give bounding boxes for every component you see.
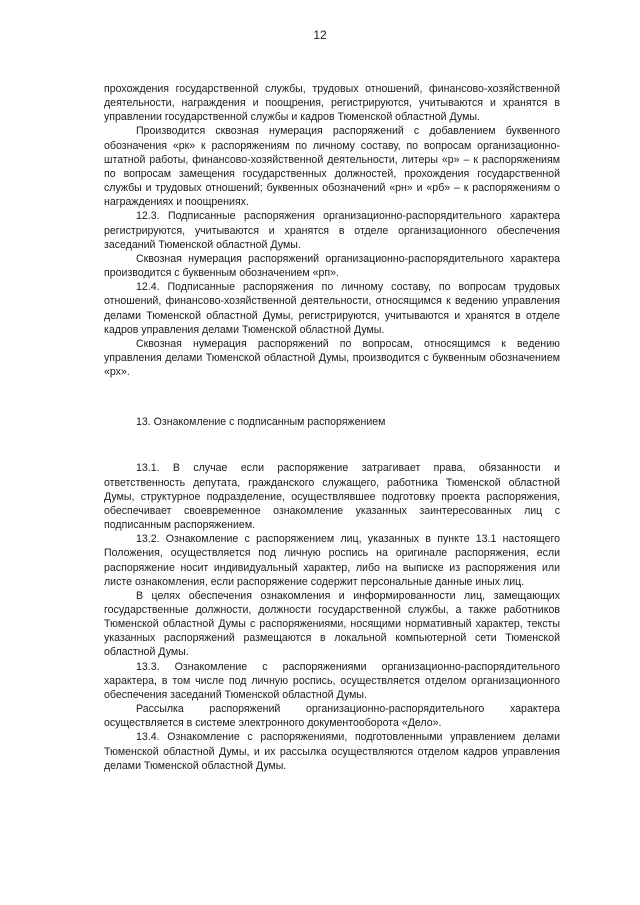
paragraph: 13.2. Ознакомление с распоряжением лиц, указанных в пункте 13.1 настоящего Положения, осуществляется под личную роспись на оригинале распоряжения, если распоряжение носит индивидуальный характер, либо на выписке из распоряжения или листе ознакомления, если распоряжение содержит персональные данные иных лиц. bbox=[104, 533, 560, 588]
section-heading: 13. Ознакомление с подписанным распоряжением bbox=[136, 416, 386, 429]
paragraph: В целях обеспечения ознакомления и информированности лиц, замещающих государственные должности, должности государственной службы, а также работников Тюменской областной Думы с распоряжениями, носящими нормативный характер, тексты указанных распоряжений размещаются в локальной компьютерной сети Тюменской областной Думы. bbox=[104, 589, 560, 659]
paragraph: 13.3. Ознакомление с распоряжениями организационно-распорядительного характера, в том числе под личную роспись, осуществляется отделом организационного обеспечения заседаний Тюменской областной Думы. bbox=[104, 660, 560, 701]
paragraph: Сквозная нумерация распоряжений по вопросам, относящимся к ведению управления делами Тюменской областной Думы, производится с буквенным обозначением «рх». bbox=[104, 337, 560, 379]
page-number: 12 bbox=[313, 28, 327, 42]
paragraph: 12.3. Подписанные распоряжения организационно-распорядительного характера регистрируются, учитываются и хранятся в отделе организационного обеспечения заседаний Тюменской областной Думы. bbox=[104, 210, 560, 251]
paragraph: Рассылка распоряжений организационно-распорядительного характера осуществляется в системе электронного документооборота «Дело». bbox=[104, 703, 560, 730]
document-body bbox=[104, 82, 560, 773]
paragraphs-bottom bbox=[104, 461, 560, 772]
paragraph: 12.4. Подписанные распоряжения по личному составу, по вопросам трудовых отношений, финансово-хозяйственной деятельности, относящимся к ведению управления делами Тюменской областной Думы, регистрируются, учитываются и хранятся в отделе кадров управления делами Тюменской областной Думы. bbox=[104, 281, 560, 336]
paragraph: 13.4. Ознакомление с распоряжениями, подготовленными управлением делами Тюменской областной Думы, и их рассылка осуществляются отделом кадров управления делами Тюменской областной Думы. bbox=[104, 731, 560, 772]
paragraph: Производится сквозная нумерация распоряжений с добавлением буквенного обозначения «рк» к распоряжениям по личному составу, по вопросам организационно-штатной работы, финансово-хозяйственной деятельности, литеры «р» – к распоряжениям по вопросам замещения государственных должностей, прохождения государственной службы и трудовых отношений; буквенных обозначений «рн» и «рб» – к распоряжениям о награждениях и поощрениях. bbox=[104, 125, 560, 209]
paragraph: Сквозная нумерация распоряжений организационно-распорядительного характера производится с буквенным обозначением «рп». bbox=[104, 252, 560, 280]
paragraph: прохождения государственной службы, трудовых отношений, финансово-хозяйственной деятельности, награждения и поощрения, регистрируются, учитываются и хранятся в управлении государственной службы и кадров Тюменской областной Думы. bbox=[104, 83, 560, 124]
paragraph: 13.1. В случае если распоряжение затрагивает права, обязанности и ответственность депутата, гражданского служащего, работника Тюменской областной Думы, структурное подразделение, осуществлявшее подготовку проекта распоряжения, обеспечивает своевременное ознакомление указанных заинтересованных лиц с подписанным распоряжением. bbox=[104, 462, 560, 532]
paragraphs-top bbox=[104, 82, 560, 379]
